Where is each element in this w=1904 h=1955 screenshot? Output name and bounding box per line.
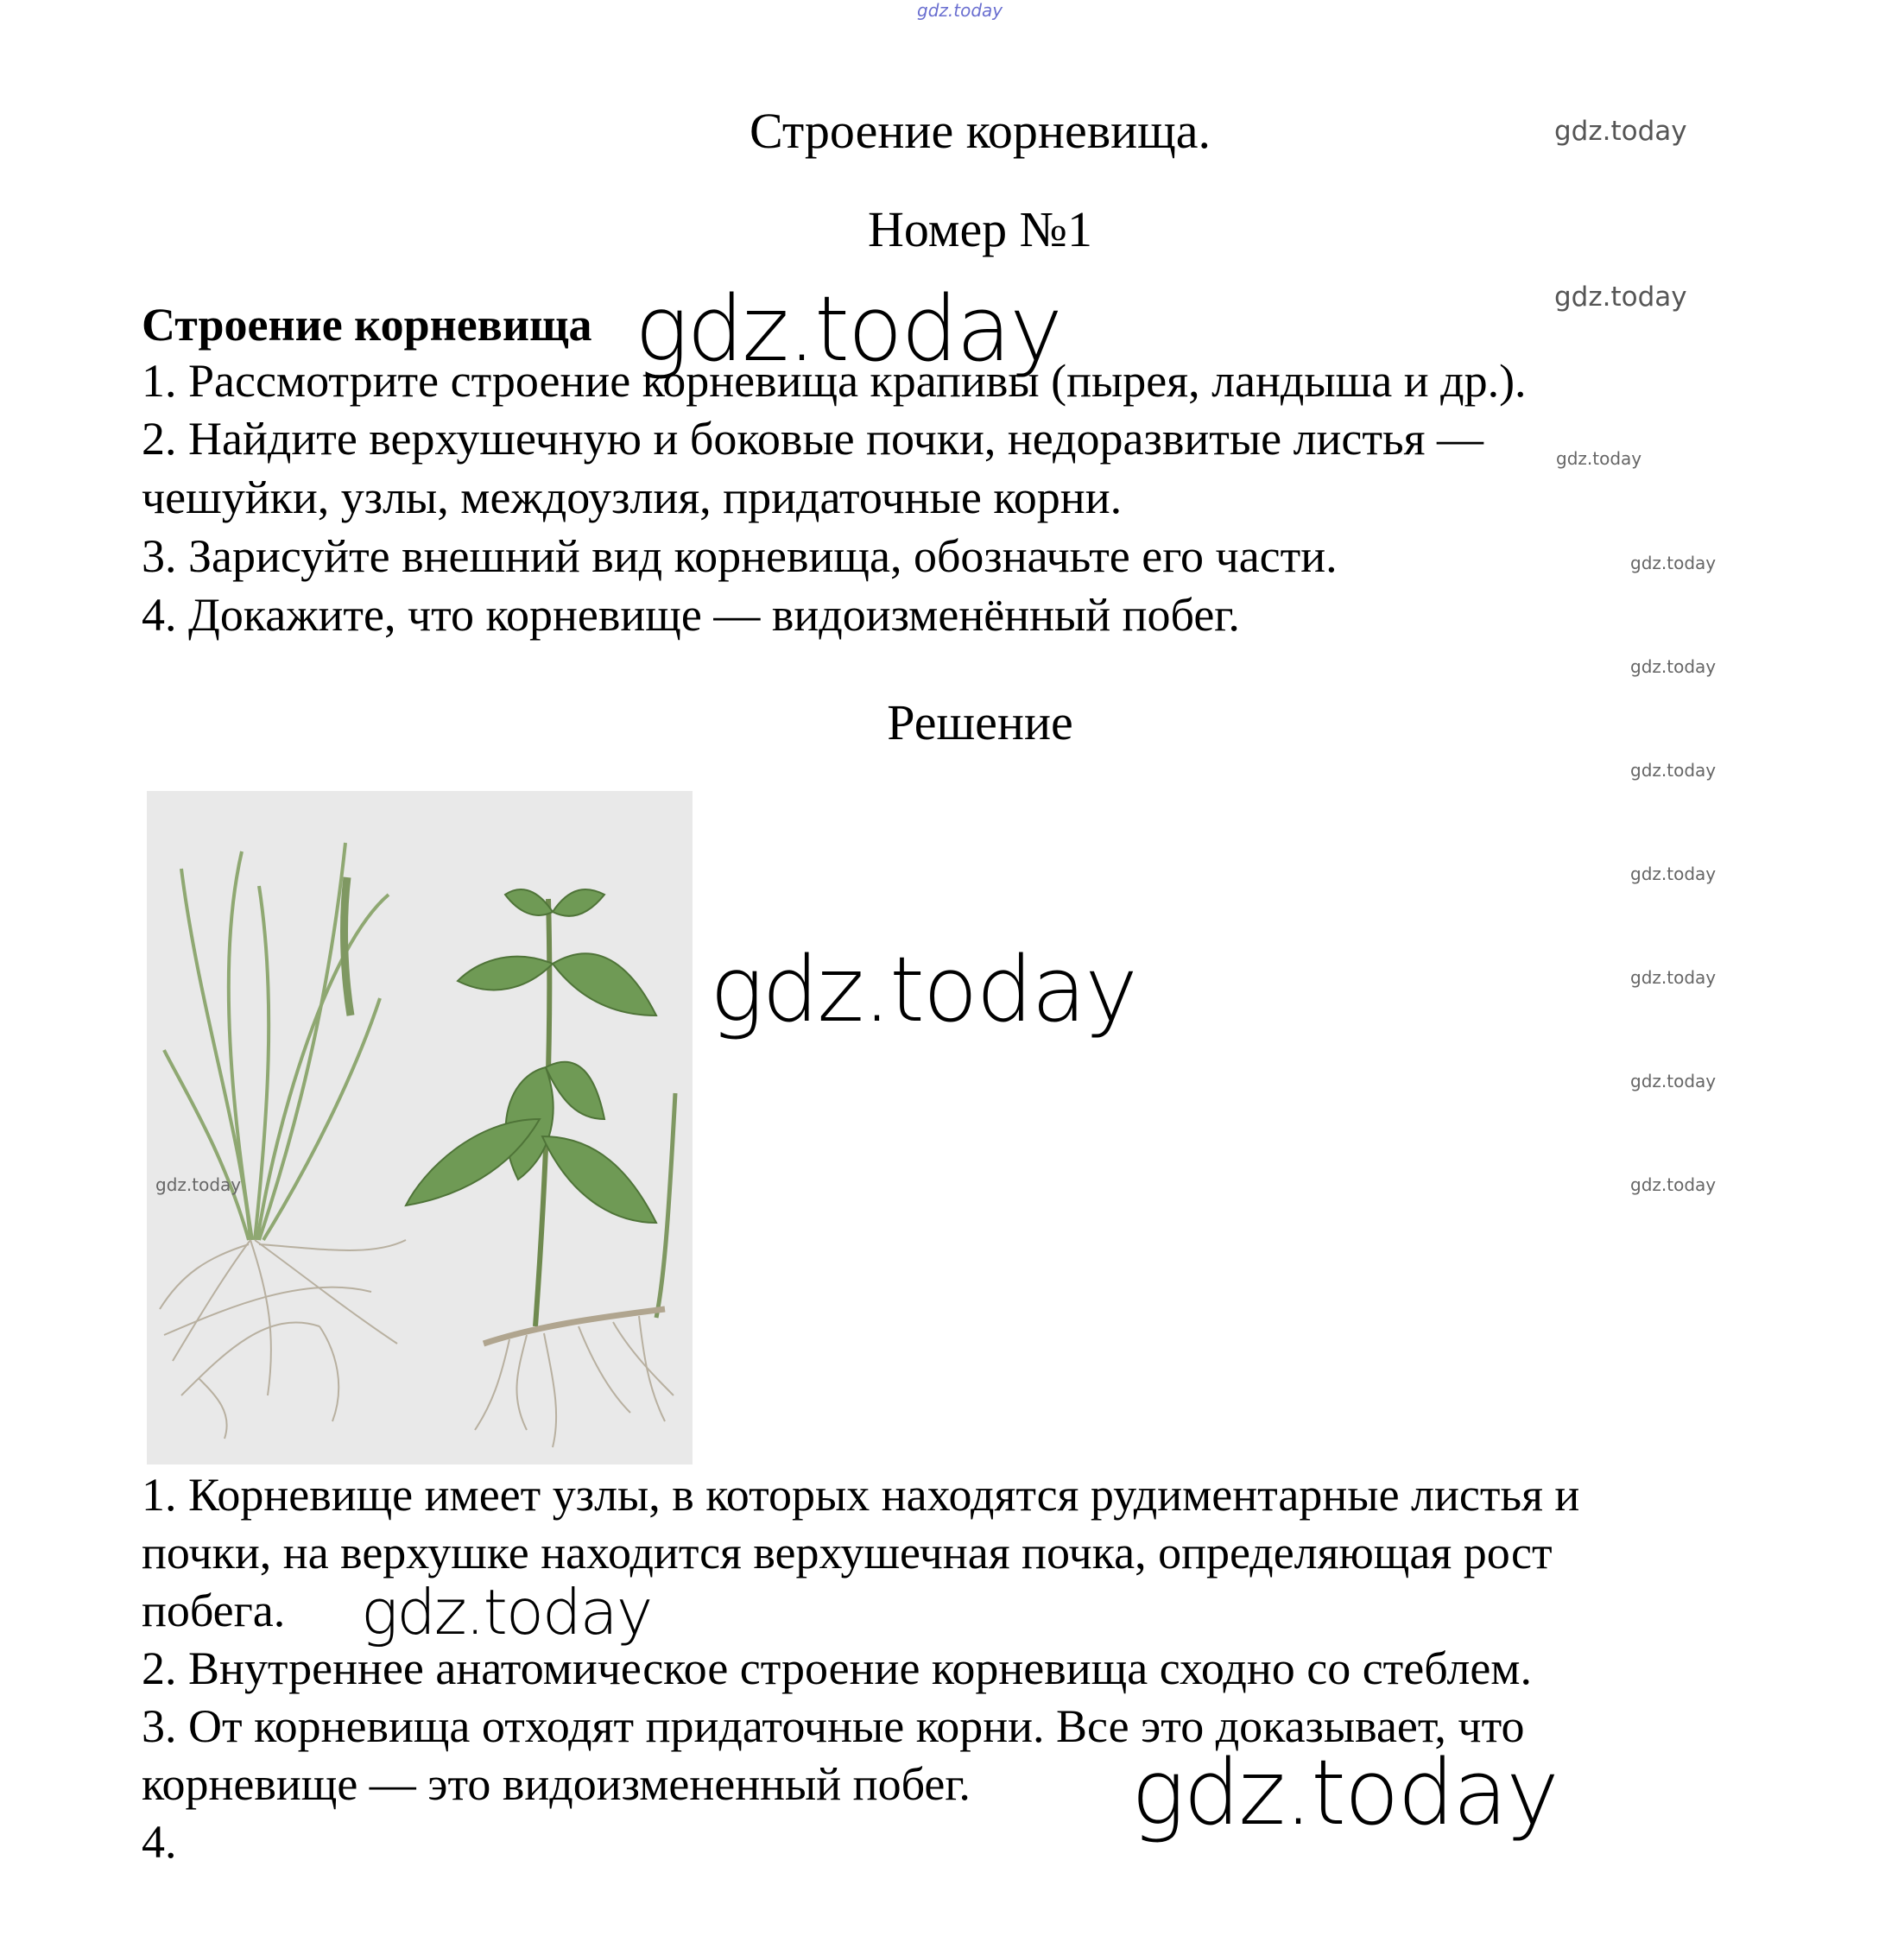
watermark-small-2: gdz.today	[1554, 282, 1687, 313]
answer-line-7: 4.	[142, 1816, 177, 1868]
task-line-3: чешуйки, узлы, междоузлия, придаточные корни.	[142, 471, 1123, 523]
watermark-small-8: gdz.today	[1630, 967, 1717, 988]
task-heading: Строение корневища	[142, 299, 592, 351]
task-line-1: 1. Рассмотрите строение корневища крапивы (пырея, ландыша и др.).	[142, 355, 1527, 407]
answer-line-6: корневище — это видоизмененный побег.	[142, 1758, 971, 1810]
answer-line-1: 1. Корневище имеет узлы, в которых находятся рудиментарные листья и	[142, 1469, 1580, 1521]
answer-line-5: 3. От корневища отходят придаточные корни. Все это доказывает, что	[142, 1700, 1525, 1752]
task-line-4: 3. Зарисуйте внешний вид корневища, обозначьте его части.	[142, 530, 1338, 582]
task-line-5: 4. Докажите, что корневище — видоизменённый побег.	[142, 589, 1240, 641]
watermark-small-3: gdz.today	[1556, 448, 1642, 469]
task-line-2: 2. Найдите верхушечную и боковые почки, недоразвитые листья —	[142, 413, 1483, 465]
watermark-large-1: gdz.today	[635, 276, 1061, 382]
answer-line-2: почки, на верхушке находится верхушечная почка, определяющая рост	[142, 1527, 1553, 1579]
watermark-small-1: gdz.today	[1554, 116, 1687, 147]
watermark-large-2: gdz.today	[710, 937, 1136, 1042]
watermark-top: gdz.today	[917, 0, 1003, 21]
answer-line-3: побега.	[142, 1585, 286, 1636]
watermark-large-4: gdz.today	[1131, 1740, 1558, 1845]
watermark-large-3: gdz.today	[361, 1576, 652, 1648]
figure-watermark: gdz.today	[155, 1174, 242, 1195]
page-title: Строение корневища.	[749, 103, 1211, 159]
solution-title: Решение	[887, 694, 1073, 750]
watermark-small-9: gdz.today	[1630, 1071, 1717, 1091]
watermark-small-6: gdz.today	[1630, 760, 1717, 781]
watermark-small-4: gdz.today	[1630, 553, 1717, 573]
watermark-small-10: gdz.today	[1630, 1174, 1717, 1195]
rhizome-illustration	[147, 791, 693, 1465]
plants-drawing	[147, 791, 693, 1465]
answer-line-4: 2. Внутреннее анатомическое строение корневища сходно со стеблем.	[142, 1642, 1532, 1694]
watermark-small-7: gdz.today	[1630, 864, 1717, 884]
task-number: Номер №1	[867, 201, 1093, 257]
watermark-small-5: gdz.today	[1630, 656, 1717, 677]
